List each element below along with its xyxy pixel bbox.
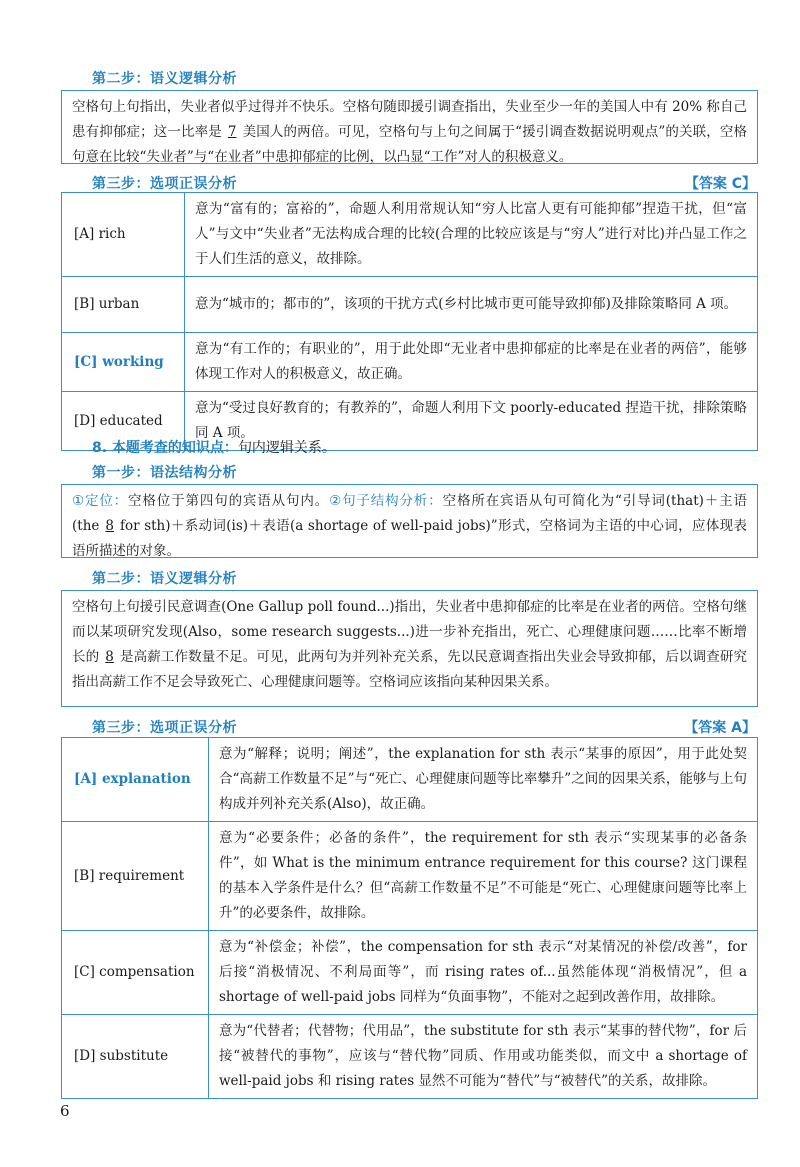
key-structure: ②句子结构分析： (329, 493, 443, 509)
answer-badge-q8: 【答案 A】 (684, 720, 756, 736)
text: 空格所在宾语从句可简化为“引导词(that)＋主语(the (72, 493, 747, 534)
semantic-analysis-box-q8 (61, 590, 758, 707)
question-8-header (92, 438, 336, 458)
option-label: [C] compensation (62, 931, 209, 1015)
step2-title-q7: 第二步：语义逻辑分析 (92, 71, 237, 87)
semantic-analysis-box-q7 (61, 90, 758, 164)
option-row-b (62, 822, 758, 931)
options-table-q8 (61, 737, 758, 1099)
option-label: [D] substitute (62, 1015, 209, 1099)
blank-number: 8 (105, 649, 114, 665)
text: 空格位于第四句的宾语从句内。 (128, 493, 330, 509)
step1-title-q8: 第一步：语法结构分析 (92, 465, 237, 481)
step2-title-q8: 第二步：语义逻辑分析 (92, 571, 237, 587)
step3-title-q8: 第三步：选项正误分析 (92, 720, 237, 736)
text: 空格句上句指出，失业者似乎过得并不快乐。空格句随即援引调查指出，失业至少一年的美国人中有 20% 称自己患有抑郁症；这一比率是 (72, 99, 747, 140)
blank-number: 8 (105, 518, 114, 534)
option-row-c (62, 931, 758, 1015)
option-desc: 意为“代替者；代替物；代用品”，the substitute for sth 表示“某事的替代物”，for 后接“被替代的事物”，应该与“替代物”同质、作用或功能类似，而文中 a shortage of well-paid jobs 和 rising rates 显然不可能为“替代”与“被替代”的关系，故排除。 (209, 1015, 758, 1099)
option-desc: 意为“受过良好教育的；有教养的”，命题人利用下文 poorly-educated 捏造干扰，排除策略同 A 项。 (185, 392, 758, 451)
option-row-d (62, 1015, 758, 1099)
text: 美国人的两倍。可见，空格句与上句之间属于“援引调查数据说明观点”的关联，空格句意在比较“失业者”与“在业者”中患抑郁症的比例，以凸显“工作”对人的积极意义。 (72, 124, 747, 165)
option-desc: 意为“富有的；富裕的”，命题人利用常规认知“穷人比富人更有可能抑郁”捏造干扰，但“富人”与文中“失业者”无法构成合理的比较(合理的比较应该是与“穷人”进行对比)并凸显工作之于人们生活的意义，故排除。 (185, 193, 758, 277)
option-desc: 意为“解释；说明；阐述”，the explanation for sth 表示“某事的原因”，用于此处契合“高薪工作数量不足”与“死亡、心理健康问题等比率攀升”之间的因果关系，能够与上句构成并列补充关系(Also)，故正确。 (209, 738, 758, 822)
grammar-analysis-box-q8 (61, 484, 758, 558)
option-label: [A] explanation (62, 738, 209, 822)
option-row-b (62, 277, 758, 333)
option-desc: 意为“必要条件；必备的条件”，the requirement for sth 表示“实现某事的必备条件”，如 What is the minimum entrance requirement for this course? 这门课程的基本入学条件是什么？但“高薪工作数量不足”不可能是“死亡、心理健康问题等比率上升”的必要条件，故排除。 (209, 822, 758, 931)
option-label: [D] educated (62, 392, 185, 451)
text: 是高薪工作数量不足。可见，此两句为并列补充关系，先以民意调查指出失业会导致抑郁，后以调查研究指出高薪工作不足会导致死亡、心理健康问题等。空格词应该指向某种因果关系。 (72, 649, 748, 690)
question-number: 8. 本题考查的知识点： (92, 440, 238, 456)
text: for sth)＋系动词(is)＋表语(a shortage of well-paid jobs)”形式，空格词为主语的中心词，应体现表语所描述的对象。 (72, 518, 747, 559)
page-number: 6 (60, 1102, 70, 1120)
option-desc: 意为“补偿金；补偿”，the compensation for sth 表示“对某情况的补偿/改善”，for 后接“消极情况、不利局面等”，而 rising rates of...虽然能体现“消极情况”，但 a shortage of well-paid jobs 同样为“负面事物”，不能对之起到改善作用，故排除。 (209, 931, 758, 1015)
key-locate: ①定位： (72, 493, 129, 509)
options-table-q7 (61, 192, 758, 451)
option-label: [C] working (62, 333, 185, 392)
option-desc: 意为“有工作的；有职业的”，用于此处即“无业者中患抑郁症的比率是在业者的两倍”，能够体现工作对人的积极意义，故正确。 (185, 333, 758, 392)
option-label: [B] requirement (62, 822, 209, 931)
option-desc: 意为“城市的；都市的”，该项的干扰方式(乡村比城市更可能导致抑郁)及排除策略同 A 项。 (185, 277, 758, 333)
option-label: [B] urban (62, 277, 185, 333)
option-row-c (62, 333, 758, 392)
option-label: [A] rich (62, 193, 185, 277)
answer-badge-q7: 【答案 C】 (684, 176, 756, 192)
knowledge-topic: 句内逻辑关系。 (237, 440, 336, 456)
option-row-a (62, 193, 758, 277)
blank-number: 7 (227, 124, 237, 140)
option-row-a (62, 738, 758, 822)
step3-title-q7: 第三步：选项正误分析 (92, 176, 237, 192)
text: 空格句上句援引民意调查(One Gallup poll found...)指出，失业者中患抑郁症的比率是在业者的两倍。空格句继而以某项研究发现(Also，some research suggests...)进一步补充指出，死亡、心理健康问题……比率不断增长的 (72, 599, 747, 665)
